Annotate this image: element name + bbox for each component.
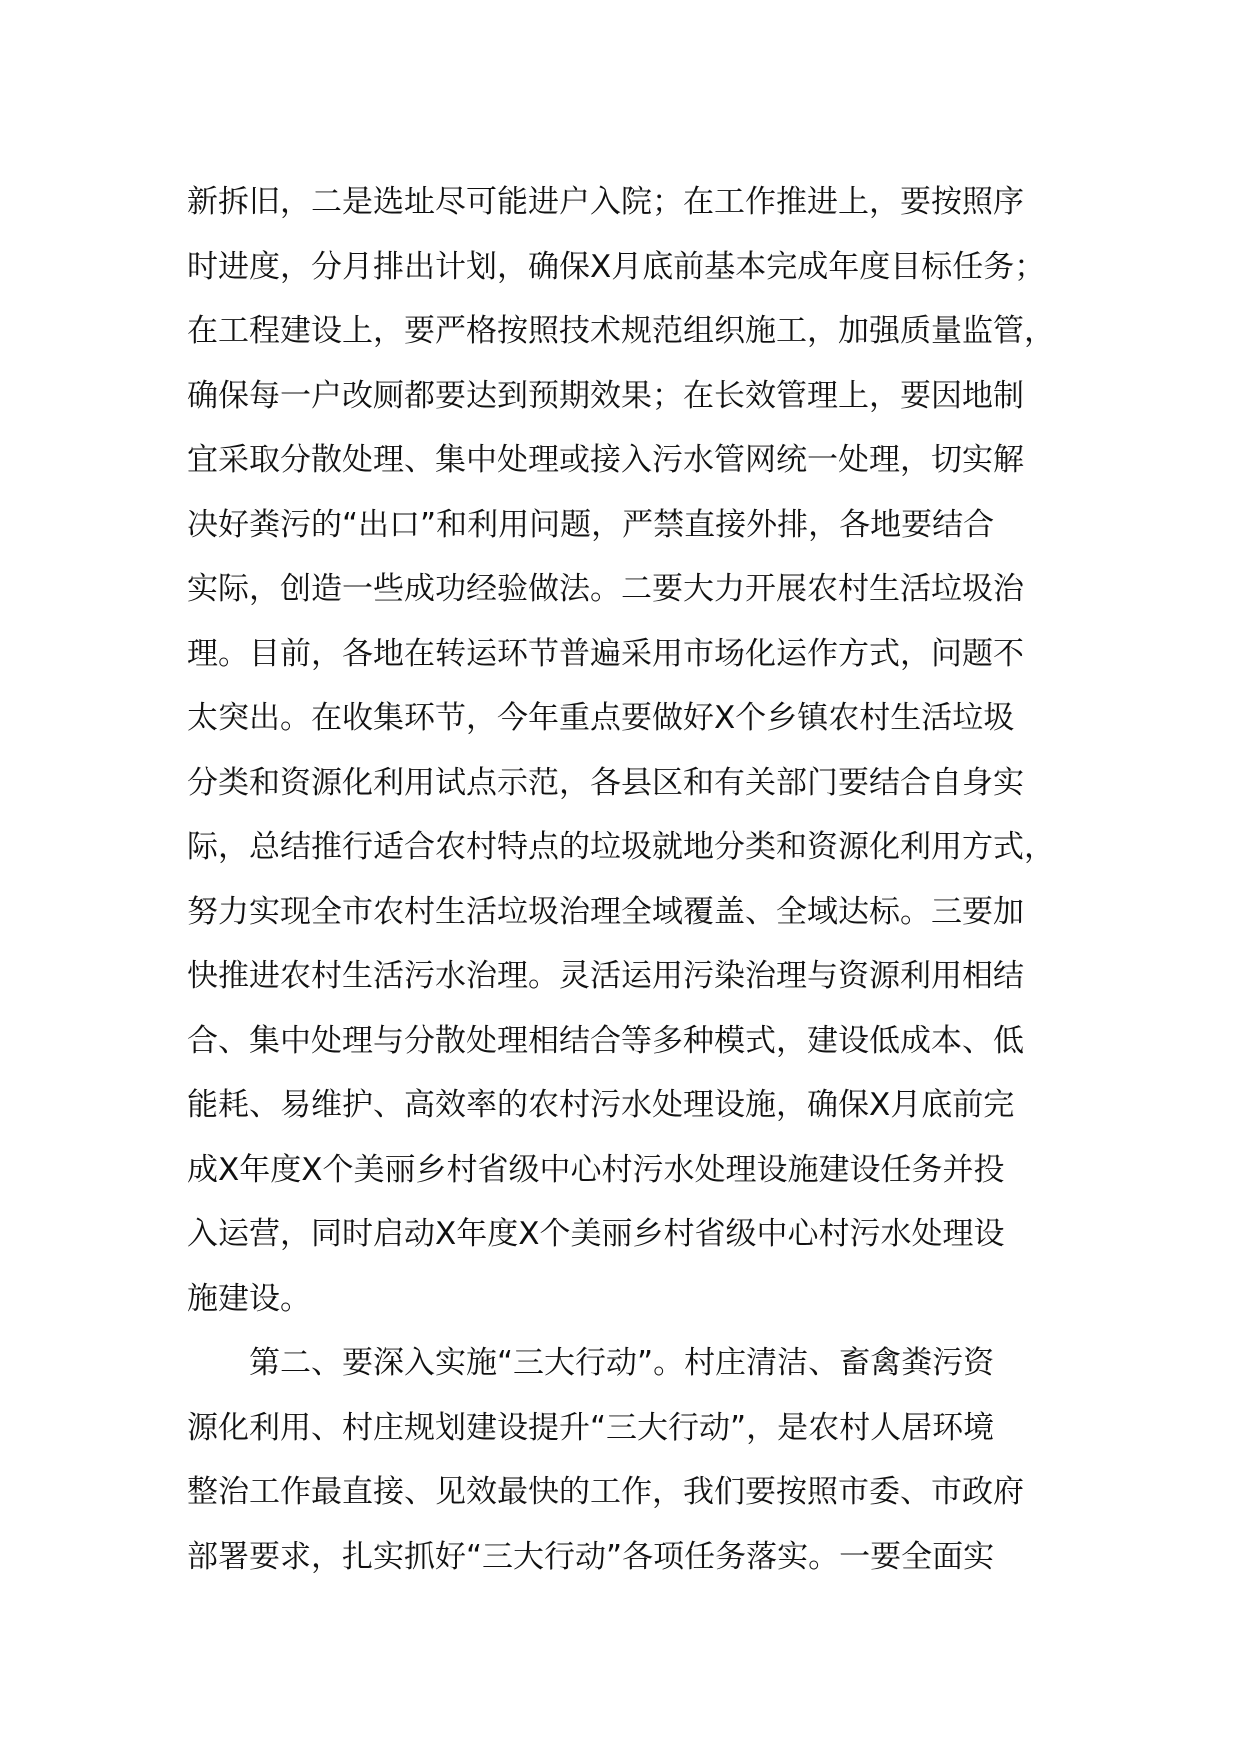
text-line: 实际，创造一些成功经验做法。二要大力开展农村生活垃圾治: [187, 571, 1024, 607]
text-line: 施建设。: [187, 1280, 311, 1317]
text-line: 决好粪污的“出口”和利用问题，严禁直接外排，各地要结合: [187, 506, 995, 543]
text-line: 新拆旧，二是选址尽可能进户入院；在工作推进上，要按照序: [187, 184, 1024, 220]
text-line: 能耗、易维护、高效率的农村污水处理设施，确保X月底前完: [187, 1087, 1015, 1123]
text-line: 入运营，同时启动X年度X个美丽乡村省级中心村污水处理设: [187, 1216, 1005, 1252]
text-line: 整治工作最直接、见效最快的工作，我们要按照市委、市政府: [187, 1474, 1024, 1510]
body-text: [187, 170, 1087, 1589]
text-line: 成X年度X个美丽乡村省级中心村污水处理设施建设任务并投: [187, 1151, 1005, 1188]
text-line: 时进度，分月排出计划，确保X月底前基本完成年度目标任务；: [187, 248, 1046, 285]
text-line: 宜采取分散处理、集中处理或接入污水管网统一处理，切实解: [187, 442, 1024, 478]
text-line: 部署要求，扎实抓好“三大行动”各项任务落实。一要全面实: [187, 1538, 995, 1575]
text-line: 合、集中处理与分散处理相结合等多种模式，建设低成本、低: [187, 1022, 1024, 1059]
text-line: 快推进农村生活污水治理。灵活运用污染治理与资源利用相结: [187, 958, 1024, 994]
text-line: 努力实现全市农村生活垃圾治理全域覆盖、全域达标。三要加: [187, 893, 1024, 930]
text-line: 第二、要深入实施“三大行动”。村庄清洁、畜禽粪污资: [187, 1345, 995, 1381]
text-line: 确保每一户改厕都要达到预期效果；在长效管理上，要因地制: [187, 377, 1024, 414]
text-line: 理。目前，各地在转运环节普遍采用市场化运作方式，问题不: [187, 635, 1024, 672]
text-line: 太突出。在收集环节，今年重点要做好X个乡镇农村生活垃圾: [187, 700, 1015, 736]
text-line: 分类和资源化利用试点示范，各县区和有关部门要结合自身实: [187, 764, 1024, 801]
text-line: 源化利用、村庄规划建设提升“三大行动”，是农村人居环境: [187, 1409, 995, 1446]
text-line: 际，总结推行适合农村特点的垃圾就地分类和资源化利用方式，: [187, 829, 1055, 865]
text-line: 在工程建设上，要严格按照技术规范组织施工，加强质量监管，: [187, 313, 1055, 349]
